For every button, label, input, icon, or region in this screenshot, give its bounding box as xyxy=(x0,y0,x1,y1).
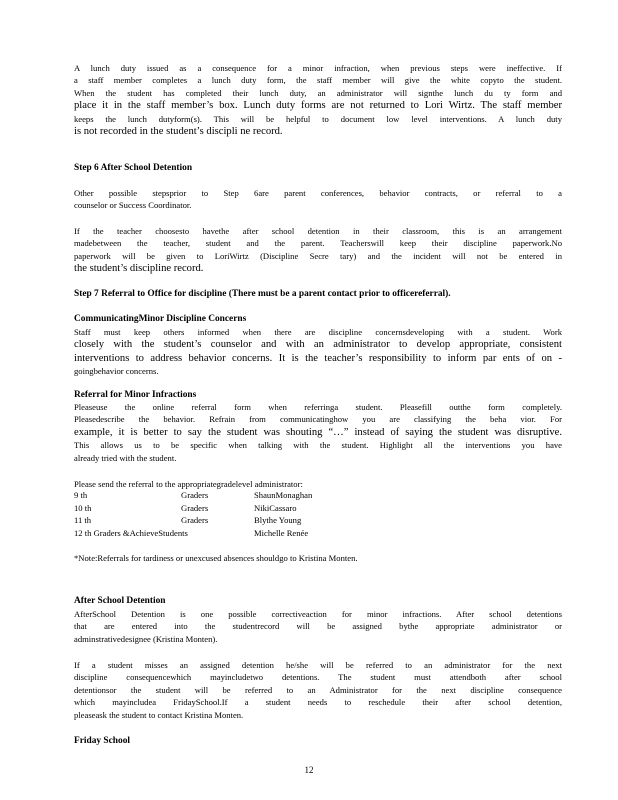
text-line: detentionsor the student will be referred to an Administrator for the next discipline consequence xyxy=(74,684,562,695)
text-line: example, it is better to say the student was shouting “…” instead of saying the student was disruptive. xyxy=(74,426,562,438)
text-line: goingbehavior concerns. xyxy=(74,366,159,377)
text-line: Pleasedescribe the behavior. Refrain from communicatinghow you are classifying the beha vior. For xyxy=(74,414,562,425)
text-line: already tried with the student. xyxy=(74,452,177,463)
missed-detention-paragraph xyxy=(74,659,562,721)
administrator-name: ShaunMonaghan xyxy=(254,490,313,500)
administrator-row xyxy=(74,515,394,528)
friday-school-heading: Friday School xyxy=(74,736,130,746)
communicating-heading: CommunicatingMinor Discipline Concerns xyxy=(74,314,247,324)
referral-paragraph xyxy=(74,401,562,464)
after-school-detention-paragraph xyxy=(74,608,562,645)
graders-cell: Graders xyxy=(181,490,209,500)
text-line: pleaseask the student to contact Kristina Monten. xyxy=(74,709,244,720)
grade-cell: 10 th xyxy=(74,502,92,513)
text-line: When the student has completed their lunch duty, an administrator will signthe lunch du ty form and xyxy=(74,87,562,98)
text-line: place it in the staff member’s box. Lunch duty forms are not returned to Lori Wirtz. The staff member xyxy=(74,100,562,112)
text-line: paperwork will be given to LoriWirtz (Discipline Secre tary) and the incident will not be entered in xyxy=(74,250,562,261)
referral-heading: Referral for Minor Infractions xyxy=(74,390,197,400)
text-line: interventions to address behavior concerns. It is the teacher’s responsibility to inform par ents of on - xyxy=(74,352,562,364)
other-steps-paragraph xyxy=(74,187,562,212)
text-line: Pleaseuse the online referral form when referringa student. Pleasefill outthe form completely. xyxy=(74,402,562,412)
text-line: If a student misses an assigned detention he/she will be referred to an administrator for the next xyxy=(74,660,562,670)
text-line: the student’s discipline record. xyxy=(74,263,204,275)
administrator-name: Michelle Renée xyxy=(254,527,309,538)
text-line: discipline consequencewhich mayincludetwo detentions. The student must attendboth after school xyxy=(74,672,562,683)
administrator-name: NikiCassaro xyxy=(254,502,297,513)
text-line: is not recorded in the student’s discipli ne record. xyxy=(74,126,283,138)
text-line: Staff must keep others informed when there are discipline concernsdeveloping with a student. Work xyxy=(74,327,562,337)
administrator-name: Blythe Young xyxy=(254,515,302,526)
text-line: A lunch duty issued as a consequence for a minor infraction, when previous steps were ineffective. If xyxy=(74,63,562,73)
text-line: If the teacher choosesto havethe after school detention in their classroom, this is an arrangement xyxy=(74,226,562,236)
administrator-list xyxy=(74,490,394,540)
step6-heading: Step 6 After School Detention xyxy=(74,163,193,173)
grade-cell: 11 th xyxy=(74,515,92,526)
text-line: Other possible stepsprior to Step 6are parent conferences, behavior contracts, or referral to a xyxy=(74,188,562,198)
text-line: closely with the student’s counselor and with an administrator to develop appropriate, consistent xyxy=(74,339,562,351)
graders-cell: Graders xyxy=(181,502,209,513)
note-line: *Note:Referrals for tardiness or unexcused absences shouldgo to Kristina Monten. xyxy=(74,553,358,563)
text-line: adminstrativedesignee (Kristina Monten). xyxy=(74,633,218,644)
step7-line: Step 7 Referral to Office for discipline (There must be a parent contact prior to officereferral). xyxy=(74,289,451,299)
text-line: This allows us to be specific when talking with the student. Highlight all the interventions you have xyxy=(74,440,562,451)
graders-cell: Graders xyxy=(181,515,209,526)
text-line: keeps the lunch dutyform(s). This will be helpful to document low level interventions. A lunch duty xyxy=(74,113,562,124)
text-line: a staff member completes a lunch duty form, the staff member will give the white copyto the student. xyxy=(74,75,562,86)
administrator-row xyxy=(74,528,394,541)
lunch-duty-paragraph xyxy=(74,62,562,139)
page-number: 12 xyxy=(304,765,314,775)
administrator-row xyxy=(74,490,394,503)
send-referral-line: Please send the referral to the appropriategradelevel administrator: xyxy=(74,479,303,489)
text-line: madebetween the teacher, student and the parent. Teacherswill keep their discipline paperwork.No xyxy=(74,238,562,249)
teacher-detention-paragraph xyxy=(74,225,562,276)
text-line: counselor or Success Coordinator. xyxy=(74,200,192,211)
text-line: that are entered into the studentrecord will be assigned bythe appropriate administrator or xyxy=(74,621,562,632)
grade-cell: 12 th Graders &AchieveStudents xyxy=(74,527,188,538)
text-line: which mayincludea FridaySchool.If a student needs to reschedule their after school detention, xyxy=(74,697,562,708)
communicating-paragraph xyxy=(74,326,562,378)
grade-cell: 9 th xyxy=(74,490,88,500)
administrator-row xyxy=(74,503,394,516)
text-line: AfterSchool Detention is one possible correctiveaction for minor infractions. After school detentions xyxy=(74,609,562,619)
after-school-detention-heading: After School Detention xyxy=(74,596,166,606)
